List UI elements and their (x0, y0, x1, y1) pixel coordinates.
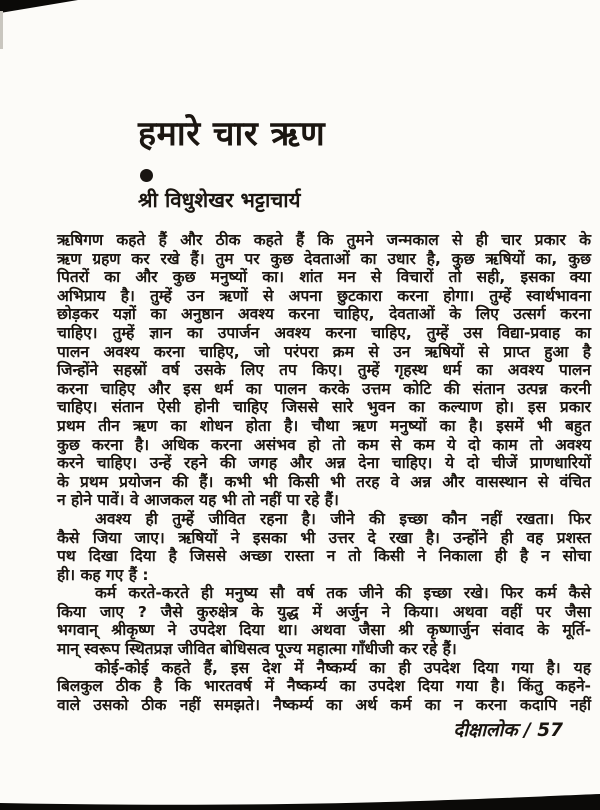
body-line: पालन अवश्य करना चाहिए, जो परंपरा क्रम से उन ऋषियों से प्राप्त हुआ है (57, 342, 591, 361)
body-line: जिन्होंने सहस्रों वर्ष उसके लिए तप किए। तुम्हें गृहस्थ धर्म का अवश्य पालन (57, 361, 591, 380)
scan-artifact-left-edge (0, 11, 3, 49)
body-line: चाहिए। संतान ऐसी होनी चाहिए जिससे सारे भुवन का कल्याण हो। इस प्रकार (57, 398, 591, 417)
body-line: मान् स्वरूप स्थितप्रज्ञ जीवित बोधिसत्व पूज्य महात्मा गाँधीजी कर रहे हैं। (57, 640, 457, 659)
page-title: हमारे चार ऋण (138, 114, 326, 154)
body-line: करने चाहिए। उन्हें रहने की जगह और अन्न देना चाहिए। ये दो चीजें प्राणधारियों (57, 454, 591, 473)
body-line: कैसे जिया जाए। ऋषियों ने इसका भी उत्तर दे रखा है। उन्होंने ही वह प्रशस्त (57, 528, 591, 547)
page-footer-folio: दीक्षालोक / 57 (453, 720, 563, 741)
body-line: अवश्य ही तुम्हें जीवित रहना है। जीने की इच्छा कौन नहीं रखता। फिर (95, 509, 591, 528)
body-line: कुछ करना है। अधिक करना असंभव हो तो कम से कम ये दो काम तो अवश्य (57, 435, 591, 454)
body-line: छोड़कर यज्ञों का अनुष्ठान अवश्य करना चाहिए, देवताओं के लिए उत्सर्ग करना (57, 305, 591, 324)
body-line: करना चाहिए और इस धर्म का पालन करके उत्तम कोटि की संतान उत्पन्न करनी (57, 379, 591, 398)
body-line: के प्रथम प्रयोजन की हैं। कभी भी किसी भी तरह वे अन्न और वासस्थान से वंचित (57, 472, 591, 491)
author-name: श्री विधुशेखर भट्टाचार्य (138, 188, 301, 212)
body-line: भगवान् श्रीकृष्ण ने उपदेश दिया था। अथवा जैसा श्री कृष्णार्जुन संवाद के मूर्ति- (57, 621, 591, 640)
body-line: ऋषिगण कहते हैं और ठीक कहते हैं कि तुमने जन्मकाल से ही चार प्रकार के (57, 231, 591, 249)
body-line: कोई-कोई कहते हैं, इस देश में नैष्कर्म्य का ही उपदेश दिया गया है। यह (95, 658, 591, 677)
body-line: किया जाए ? जैसे कुरुक्षेत्र के युद्ध में अर्जुन ने किया। अथवा वहीं पर जैसा (57, 602, 591, 621)
body-line: न होने पावें। वे आजकल यह भी तो नहीं पा रहे हैं। (57, 491, 339, 510)
body-line: वाले उसको ठीक नहीं समझते। नैष्कर्म्य का अर्थ कर्म का न करना कदापि नहीं (57, 695, 591, 714)
body-line: कर्म करते-करते ही मनुष्य सौ वर्ष तक जीने की इच्छा रखे। फिर कर्म कैसे (95, 584, 591, 603)
body-line: अभिप्राय है। तुम्हें उन ऋणों से अपना छुटकारा करना होगा। तुम्हें स्वार्थभावना (57, 286, 591, 305)
body-text (57, 231, 591, 714)
body-line: ही। कह गए हैं : (57, 565, 149, 584)
body-line: ऋण ग्रहण कर रखे हैं। तुम पर कुछ देवताओं का उधार है, कुछ ऋषियों का, कुछ (57, 249, 591, 268)
body-line: प्रथम तीन ऋण का शोधन होता है। चौथा ऋण मनुष्यों का है। इसमें भी बहुत (57, 416, 591, 435)
body-line: पितरों का और कुछ मनुष्यों का। शांत मन से विचारों तो सही, इसका क्या (57, 268, 591, 287)
body-line: बिलकुल ठीक है कि भारतवर्ष में नैष्कर्म्य का उपदेश दिया गया है। किंतु कहने- (57, 677, 591, 696)
scan-artifact-top-left-corner (0, 0, 78, 13)
scan-artifact-bottom-edge (0, 792, 600, 810)
body-line: चाहिए। तुम्हें ज्ञान का उपार्जन अवश्य करना चाहिए, तुम्हें उस विद्या-प्रवाह का (57, 323, 591, 342)
body-line: पथ दिखा दिया है जिससे अच्छा रास्ता न तो किसी ने निकाला ही है न सोचा (57, 547, 591, 566)
bullet-icon (140, 169, 153, 182)
